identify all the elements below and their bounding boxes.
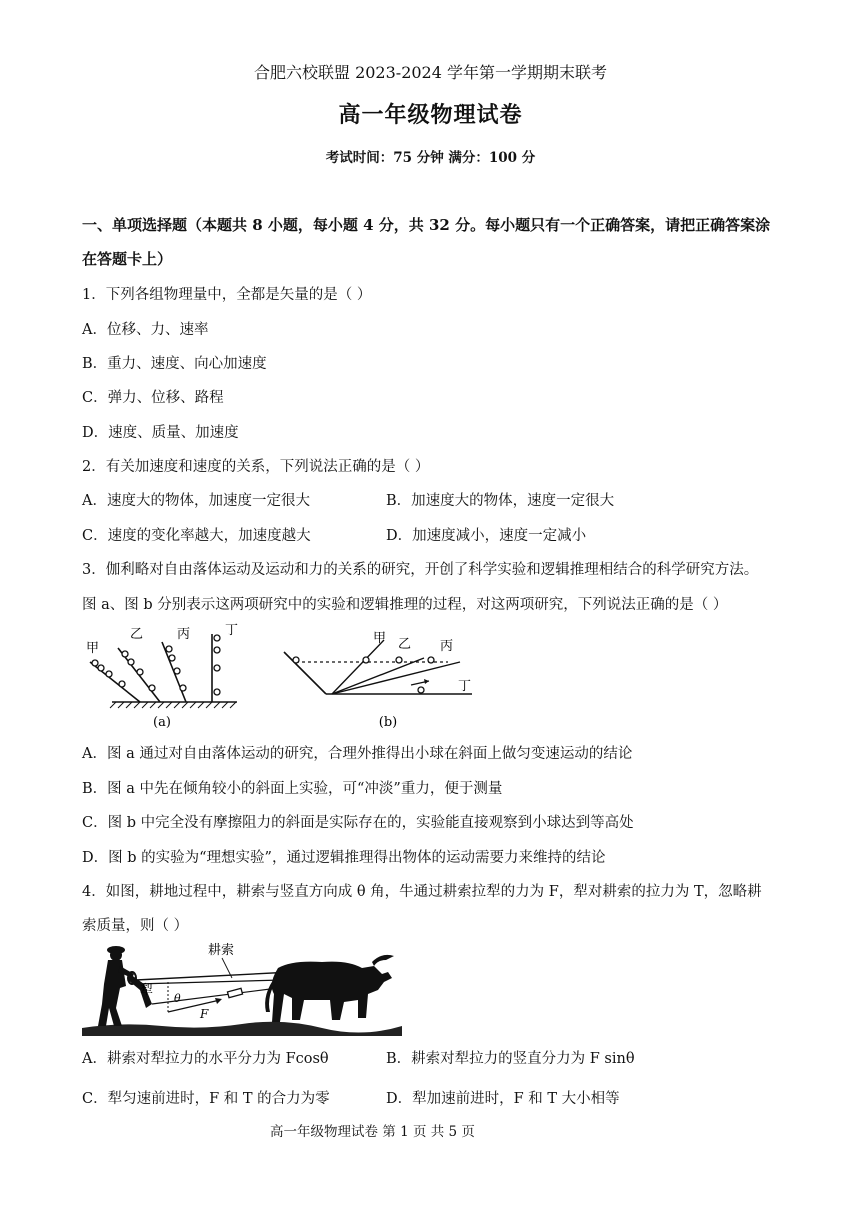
q4-stem-line2: 索质量，则（ ） — [82, 918, 189, 934]
fig-b-caption: (b) — [378, 715, 398, 730]
fig-a-label-ding: 丁 — [225, 623, 239, 638]
q2-option-c: C．速度的变化率越大，加速度越大 — [82, 528, 311, 544]
q2-stem: 2．有关加速度和速度的关系，下列说法正确的是（ ） — [82, 459, 430, 475]
q3-option-d: D．图 b 的实验为“理想实验”，通过逻辑推理得出物体的运动需要力来维持的结论 — [82, 850, 606, 866]
q1-option-b: B．重力、速度、向心加速度 — [82, 356, 267, 372]
fig-a-label-bing: 丙 — [177, 627, 191, 642]
section-heading-line2: 在答题卡上） — [82, 250, 173, 268]
q3-option-c: C．图 b 中完全没有摩擦阻力的斜面是实际存在的，实验能直接观察到小球达到等高处 — [82, 815, 634, 831]
fig-a-label-yi: 乙 — [130, 627, 144, 642]
q1-stem: 1．下列各组物理量中，全都是矢量的是（ ） — [82, 287, 372, 303]
figure-b — [278, 622, 498, 730]
fig-b-label-jia: 甲 — [373, 631, 387, 646]
q4-stem-line1: 4．如图，耕地过程中，耕索与竖直方向成 θ 角，牛通过耕索拉犁的力为 F，犁对耕索的拉力为 T，忽略耕 — [82, 884, 762, 900]
q3-stem-line2: 图 a、图 b 分别表示这两项研究中的实验和逻辑推理的过程，对这两项研究，下列说法正确的是（ ） — [82, 597, 728, 613]
page-title: 高一年级物理试卷 — [338, 102, 523, 128]
rope-label: 耕索 — [208, 943, 235, 958]
exam-union-line: 合肥六校联盟 2023-2024 学年第一学期期末联考 — [253, 63, 608, 82]
q4-option-a: A．耕索对犁拉力的水平分力为 Fcosθ — [82, 1051, 329, 1067]
plowing-figure — [82, 938, 402, 1036]
angle-label: θ — [174, 992, 181, 1005]
exam-info: 考试时间：75 分钟 满分：100 分 — [325, 150, 536, 166]
q2-option-b: B．加速度大的物体，速度一定很大 — [386, 493, 615, 509]
section-heading-line1: 一、单项选择题（本题共 8 小题，每小题 4 分，共 32 分。每小题只有一个正确答案，请把正确答案涂 — [82, 216, 771, 234]
q1-option-a: A．位移、力、速率 — [82, 322, 209, 338]
q3-option-a: A．图 a 通过对自由落体运动的研究，合理外推得出小球在斜面上做匀变速运动的结论 — [82, 746, 633, 762]
fig-b-label-ding: 丁 — [458, 679, 472, 694]
q1-option-d: D．速度、质量、加速度 — [82, 425, 239, 441]
figure-a — [82, 622, 252, 730]
q3-option-b: B．图 a 中先在倾角较小的斜面上实验，可“冲淡”重力，便于测量 — [82, 781, 503, 797]
q1-option-c: C．弹力、位移、路程 — [82, 390, 224, 406]
fig-b-label-bing: 丙 — [440, 639, 454, 654]
q4-option-c: C．犁匀速前进时，F 和 T 的合力为零 — [82, 1091, 330, 1107]
plow-label: 犁 — [140, 983, 154, 998]
page-footer: 高一年级物理试卷 第 1 页 共 5 页 — [270, 1124, 475, 1140]
fig-b-label-yi: 乙 — [398, 637, 412, 652]
q4-option-b: B．耕索对犁拉力的竖直分力为 F sinθ — [386, 1051, 635, 1067]
q2-option-a: A．速度大的物体，加速度一定很大 — [82, 493, 310, 509]
fig-a-caption: (a) — [153, 715, 171, 730]
q4-option-d: D．犁加速前进时，F 和 T 大小相等 — [386, 1091, 620, 1107]
force-label: F — [200, 1007, 209, 1021]
q3-stem-line1: 3．伽利略对自由落体运动及运动和力的关系的研究，开创了科学实验和逻辑推理相结合的科学研究方法。 — [82, 562, 759, 578]
fig-a-label-jia: 甲 — [86, 641, 100, 656]
q2-option-d: D．加速度减小，速度一定减小 — [386, 528, 587, 544]
